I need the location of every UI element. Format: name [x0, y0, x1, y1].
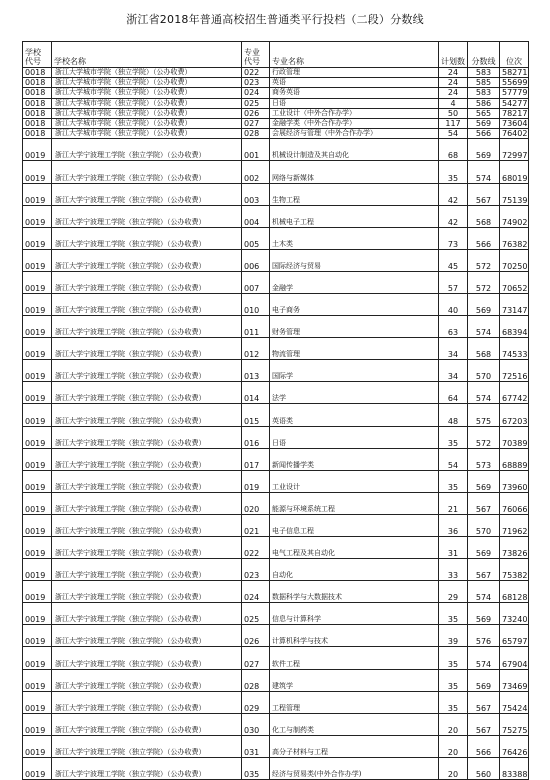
score-cell: 575 — [468, 404, 500, 426]
major-name-cell: 工业设计 — [270, 470, 439, 492]
major-code-cell: 003 — [242, 183, 270, 205]
score-cell: 574 — [468, 647, 500, 669]
score-cell: 565 — [468, 108, 500, 118]
table-row — [23, 249, 529, 271]
rank-cell: 67904 — [500, 647, 529, 669]
school-name-cell: 浙江大学宁波理工学院（独立学院）（公办收费） — [52, 625, 242, 647]
major-name-cell: 新闻传播学类 — [270, 448, 439, 470]
school-name-cell: 浙江大学宁波理工学院（独立学院）（公办收费） — [52, 470, 242, 492]
score-cell: 574 — [468, 161, 500, 183]
score-cell: 567 — [468, 183, 500, 205]
header-school-name: 学校名称 — [52, 42, 242, 68]
rank-cell: 67203 — [500, 404, 529, 426]
school-code-cell: 0019 — [23, 514, 52, 536]
rank-cell: 71962 — [500, 514, 529, 536]
table-row — [23, 293, 529, 315]
school-name-cell: 浙江大学城市学院（独立学院）（公办收费） — [52, 68, 242, 78]
page-title: 浙江省2018年普通高校招生普通类平行投档（二段）分数线 — [126, 13, 424, 26]
plan-cell: 35 — [439, 426, 468, 448]
school-name-cell: 浙江大学宁波理工学院（独立学院）（公办收费） — [52, 514, 242, 536]
header-score: 分数线 — [468, 42, 500, 68]
school-name-cell: 浙江大学宁波理工学院（独立学院）（公办收费） — [52, 448, 242, 470]
table-row — [23, 647, 529, 669]
school-name-cell: 浙江大学宁波理工学院（独立学院）（公办收费） — [52, 249, 242, 271]
rank-cell: 78217 — [500, 108, 529, 118]
table-row — [23, 129, 529, 139]
school-name-cell: 浙江大学宁波理工学院（独立学院）（公办收费） — [52, 735, 242, 757]
header-rank: 位次 — [500, 42, 529, 68]
school-name-cell: 浙江大学城市学院（独立学院）（公办收费） — [52, 78, 242, 88]
school-name-cell: 浙江大学宁波理工学院（独立学院）（公办收费） — [52, 669, 242, 691]
major-code-cell: 025 — [242, 603, 270, 625]
score-cell: 585 — [468, 78, 500, 88]
school-code-cell: 0018 — [23, 88, 52, 98]
school-code-cell: 0019 — [23, 205, 52, 227]
major-code-cell: 029 — [242, 691, 270, 713]
table-row — [23, 581, 529, 603]
school-code-cell: 0019 — [23, 183, 52, 205]
rank-cell: 72516 — [500, 360, 529, 382]
school-code-cell: 0019 — [23, 713, 52, 735]
plan-cell: 63 — [439, 316, 468, 338]
school-name-cell: 浙江大学城市学院（独立学院）（公办收费） — [52, 108, 242, 118]
rank-cell: 72997 — [500, 139, 529, 161]
major-name-cell: 能源与环境系统工程 — [270, 492, 439, 514]
school-code-cell: 0019 — [23, 338, 52, 360]
plan-cell: 24 — [439, 88, 468, 98]
major-code-cell: 007 — [242, 271, 270, 293]
rank-cell: 76066 — [500, 492, 529, 514]
major-code-cell: 017 — [242, 448, 270, 470]
score-cell: 569 — [468, 293, 500, 315]
plan-cell: 57 — [439, 271, 468, 293]
plan-cell: 29 — [439, 581, 468, 603]
plan-cell: 20 — [439, 757, 468, 779]
school-code-cell: 0019 — [23, 161, 52, 183]
plan-cell: 24 — [439, 78, 468, 88]
score-cell: 567 — [468, 559, 500, 581]
plan-cell: 45 — [439, 249, 468, 271]
table-row — [23, 404, 529, 426]
major-name-cell: 网络与新媒体 — [270, 161, 439, 183]
plan-cell: 64 — [439, 382, 468, 404]
major-name-cell: 工程管理 — [270, 691, 439, 713]
rank-cell: 70389 — [500, 426, 529, 448]
school-name-cell: 浙江大学宁波理工学院（独立学院）（公办收费） — [52, 183, 242, 205]
school-code-cell: 0018 — [23, 78, 52, 88]
header-major-code: 专业 代号 — [242, 42, 270, 68]
rank-cell: 73960 — [500, 470, 529, 492]
table-row — [23, 98, 529, 108]
rank-cell: 68019 — [500, 161, 529, 183]
plan-cell: 54 — [439, 448, 468, 470]
rank-cell: 75424 — [500, 691, 529, 713]
major-name-cell: 国际学 — [270, 360, 439, 382]
school-code-cell: 0019 — [23, 625, 52, 647]
header-plan: 计划数 — [439, 42, 468, 68]
school-name-cell: 浙江大学城市学院（独立学院）（公办收费） — [52, 98, 242, 108]
score-cell: 576 — [468, 625, 500, 647]
major-name-cell: 自动化 — [270, 559, 439, 581]
table-header-row — [23, 42, 529, 68]
rank-cell: 58271 — [500, 68, 529, 78]
major-code-cell: 015 — [242, 404, 270, 426]
plan-cell: 36 — [439, 514, 468, 536]
table-row — [23, 426, 529, 448]
major-name-cell: 软件工程 — [270, 647, 439, 669]
major-code-cell: 025 — [242, 98, 270, 108]
major-code-cell: 010 — [242, 293, 270, 315]
school-code-cell: 0019 — [23, 316, 52, 338]
plan-cell: 117 — [439, 118, 468, 128]
plan-cell: 42 — [439, 205, 468, 227]
school-code-cell: 0019 — [23, 448, 52, 470]
score-cell: 569 — [468, 669, 500, 691]
plan-cell: 40 — [439, 293, 468, 315]
rank-cell: 55699 — [500, 78, 529, 88]
major-code-cell: 014 — [242, 382, 270, 404]
major-code-cell: 024 — [242, 88, 270, 98]
table-row — [23, 316, 529, 338]
major-code-cell: 002 — [242, 161, 270, 183]
major-code-cell: 004 — [242, 205, 270, 227]
major-code-cell: 031 — [242, 735, 270, 757]
major-code-cell: 001 — [242, 139, 270, 161]
table-row — [23, 559, 529, 581]
major-code-cell: 027 — [242, 647, 270, 669]
major-code-cell: 019 — [242, 470, 270, 492]
major-code-cell: 021 — [242, 514, 270, 536]
school-code-cell: 0019 — [23, 470, 52, 492]
school-code-cell: 0019 — [23, 293, 52, 315]
table-row — [23, 603, 529, 625]
plan-cell: 31 — [439, 537, 468, 559]
school-code-cell: 0019 — [23, 492, 52, 514]
school-name-cell: 浙江大学宁波理工学院（独立学院）（公办收费） — [52, 603, 242, 625]
school-name-cell: 浙江大学宁波理工学院（独立学院）（公办收费） — [52, 271, 242, 293]
school-name-cell: 浙江大学宁波理工学院（独立学院）（公办收费） — [52, 139, 242, 161]
table-row — [23, 108, 529, 118]
rank-cell: 73469 — [500, 669, 529, 691]
school-name-cell: 浙江大学宁波理工学院（独立学院）（公办收费） — [52, 360, 242, 382]
school-name-cell: 浙江大学宁波理工学院（独立学院）（公办收费） — [52, 338, 242, 360]
school-code-cell: 0018 — [23, 108, 52, 118]
rank-cell: 70250 — [500, 249, 529, 271]
plan-cell: 21 — [439, 492, 468, 514]
plan-cell: 50 — [439, 108, 468, 118]
table-row — [23, 68, 529, 78]
major-code-cell: 023 — [242, 559, 270, 581]
major-name-cell: 机械电子工程 — [270, 205, 439, 227]
rank-cell: 75139 — [500, 183, 529, 205]
header-major-name: 专业名称 — [270, 42, 439, 68]
rank-cell: 76426 — [500, 735, 529, 757]
major-name-cell: 国际经济与贸易 — [270, 249, 439, 271]
major-code-cell: 005 — [242, 227, 270, 249]
table-body — [23, 68, 529, 780]
school-name-cell: 浙江大学宁波理工学院（独立学院）（公办收费） — [52, 581, 242, 603]
table-row — [23, 161, 529, 183]
school-code-cell: 0019 — [23, 271, 52, 293]
score-cell: 569 — [468, 470, 500, 492]
header-school-code: 学校 代号 — [23, 42, 52, 68]
rank-cell: 68889 — [500, 448, 529, 470]
score-cell: 567 — [468, 713, 500, 735]
major-name-cell: 电气工程及其自动化 — [270, 537, 439, 559]
school-name-cell: 浙江大学宁波理工学院（独立学院）（公办收费） — [52, 492, 242, 514]
school-code-cell: 0019 — [23, 360, 52, 382]
school-code-cell: 0019 — [23, 559, 52, 581]
score-cell: 586 — [468, 98, 500, 108]
school-name-cell: 浙江大学宁波理工学院（独立学院）（公办收费） — [52, 161, 242, 183]
plan-cell: 35 — [439, 161, 468, 183]
school-name-cell: 浙江大学宁波理工学院（独立学院）（公办收费） — [52, 426, 242, 448]
table-row — [23, 78, 529, 88]
table-row — [23, 448, 529, 470]
table-row — [23, 735, 529, 757]
plan-cell: 35 — [439, 603, 468, 625]
school-name-cell: 浙江大学城市学院（独立学院）（公办收费） — [52, 88, 242, 98]
rank-cell: 76402 — [500, 129, 529, 139]
major-name-cell: 法学 — [270, 382, 439, 404]
school-code-cell: 0019 — [23, 691, 52, 713]
major-code-cell: 035 — [242, 757, 270, 779]
plan-cell: 48 — [439, 404, 468, 426]
major-name-cell: 电子商务 — [270, 293, 439, 315]
rank-cell: 70652 — [500, 271, 529, 293]
table-row — [23, 537, 529, 559]
score-cell: 560 — [468, 757, 500, 779]
table-row — [23, 227, 529, 249]
plan-cell: 35 — [439, 669, 468, 691]
major-name-cell: 土木类 — [270, 227, 439, 249]
major-code-cell: 023 — [242, 78, 270, 88]
major-name-cell: 日语 — [270, 426, 439, 448]
plan-cell: 34 — [439, 338, 468, 360]
school-code-cell: 0019 — [23, 581, 52, 603]
major-code-cell: 024 — [242, 581, 270, 603]
rank-cell: 75275 — [500, 713, 529, 735]
table-row — [23, 118, 529, 128]
school-name-cell: 浙江大学宁波理工学院（独立学院）（公办收费） — [52, 757, 242, 779]
plan-cell: 20 — [439, 735, 468, 757]
table-row — [23, 691, 529, 713]
score-cell: 569 — [468, 537, 500, 559]
score-cell: 572 — [468, 426, 500, 448]
school-code-cell: 0019 — [23, 382, 52, 404]
school-code-cell: 0019 — [23, 537, 52, 559]
score-cell: 569 — [468, 118, 500, 128]
major-name-cell: 经济与贸易类(中外合作办学) — [270, 757, 439, 779]
major-name-cell: 计算机科学与技术 — [270, 625, 439, 647]
rank-cell: 74902 — [500, 205, 529, 227]
major-name-cell: 生物工程 — [270, 183, 439, 205]
table-row — [23, 492, 529, 514]
table-row — [23, 757, 529, 779]
major-code-cell: 011 — [242, 316, 270, 338]
rank-cell: 54277 — [500, 98, 529, 108]
major-name-cell: 日语 — [270, 98, 439, 108]
school-code-cell: 0019 — [23, 603, 52, 625]
major-code-cell: 026 — [242, 108, 270, 118]
table-row — [23, 360, 529, 382]
major-code-cell: 030 — [242, 713, 270, 735]
school-name-cell: 浙江大学城市学院（独立学院）（公办收费） — [52, 129, 242, 139]
table-row — [23, 669, 529, 691]
school-code-cell: 0018 — [23, 118, 52, 128]
school-name-cell: 浙江大学城市学院（独立学院）（公办收费） — [52, 118, 242, 128]
major-name-cell: 行政管理 — [270, 68, 439, 78]
admission-score-table — [22, 41, 529, 780]
rank-cell: 73826 — [500, 537, 529, 559]
school-code-cell: 0019 — [23, 757, 52, 779]
score-cell: 583 — [468, 68, 500, 78]
major-name-cell: 化工与制药类 — [270, 713, 439, 735]
rank-cell: 83388 — [500, 757, 529, 779]
major-name-cell: 机械设计制造及其自动化 — [270, 139, 439, 161]
school-code-cell: 0019 — [23, 735, 52, 757]
plan-cell: 68 — [439, 139, 468, 161]
score-cell: 574 — [468, 316, 500, 338]
school-name-cell: 浙江大学宁波理工学院（独立学院）（公办收费） — [52, 404, 242, 426]
major-code-cell: 028 — [242, 129, 270, 139]
school-code-cell: 0018 — [23, 129, 52, 139]
rank-cell: 67742 — [500, 382, 529, 404]
plan-cell: 35 — [439, 691, 468, 713]
rank-cell: 65797 — [500, 625, 529, 647]
table-row — [23, 139, 529, 161]
score-cell: 568 — [468, 205, 500, 227]
plan-cell: 35 — [439, 470, 468, 492]
major-name-cell: 英语类 — [270, 404, 439, 426]
major-code-cell: 020 — [242, 492, 270, 514]
major-code-cell: 016 — [242, 426, 270, 448]
score-cell: 570 — [468, 360, 500, 382]
major-name-cell: 建筑学 — [270, 669, 439, 691]
rank-cell: 75382 — [500, 559, 529, 581]
school-code-cell: 0019 — [23, 426, 52, 448]
school-code-cell: 0019 — [23, 227, 52, 249]
school-code-cell: 0019 — [23, 249, 52, 271]
major-code-cell: 027 — [242, 118, 270, 128]
major-name-cell: 会展经济与管理（中外合作办学） — [270, 129, 439, 139]
plan-cell: 54 — [439, 129, 468, 139]
table-row — [23, 470, 529, 492]
table-row — [23, 382, 529, 404]
score-cell: 570 — [468, 514, 500, 536]
score-cell: 574 — [468, 581, 500, 603]
table-row — [23, 713, 529, 735]
major-code-cell: 022 — [242, 537, 270, 559]
rank-cell: 74533 — [500, 338, 529, 360]
table-row — [23, 625, 529, 647]
school-code-cell: 0018 — [23, 98, 52, 108]
rank-cell: 73604 — [500, 118, 529, 128]
table-row — [23, 271, 529, 293]
school-code-cell: 0019 — [23, 139, 52, 161]
major-name-cell: 数据科学与大数据技术 — [270, 581, 439, 603]
school-name-cell: 浙江大学宁波理工学院（独立学院）（公办收费） — [52, 205, 242, 227]
school-code-cell: 0019 — [23, 404, 52, 426]
major-code-cell: 013 — [242, 360, 270, 382]
major-name-cell: 英语 — [270, 78, 439, 88]
table-row — [23, 514, 529, 536]
table-row — [23, 183, 529, 205]
plan-cell: 24 — [439, 68, 468, 78]
rank-cell: 73240 — [500, 603, 529, 625]
school-name-cell: 浙江大学宁波理工学院（独立学院）（公办收费） — [52, 647, 242, 669]
major-code-cell: 012 — [242, 338, 270, 360]
major-name-cell: 商务英语 — [270, 88, 439, 98]
school-name-cell: 浙江大学宁波理工学院（独立学院）（公办收费） — [52, 227, 242, 249]
plan-cell: 20 — [439, 713, 468, 735]
school-code-cell: 0019 — [23, 647, 52, 669]
score-cell: 567 — [468, 691, 500, 713]
plan-cell: 73 — [439, 227, 468, 249]
score-cell: 567 — [468, 492, 500, 514]
school-code-cell: 0018 — [23, 68, 52, 78]
score-cell: 566 — [468, 129, 500, 139]
table-row — [23, 338, 529, 360]
plan-cell: 35 — [439, 647, 468, 669]
school-name-cell: 浙江大学宁波理工学院（独立学院）（公办收费） — [52, 382, 242, 404]
rank-cell: 76382 — [500, 227, 529, 249]
score-cell: 583 — [468, 88, 500, 98]
school-name-cell: 浙江大学宁波理工学院（独立学院）（公办收费） — [52, 691, 242, 713]
school-name-cell: 浙江大学宁波理工学院（独立学院）（公办收费） — [52, 293, 242, 315]
score-cell: 574 — [468, 382, 500, 404]
major-code-cell: 006 — [242, 249, 270, 271]
school-name-cell: 浙江大学宁波理工学院（独立学院）（公办收费） — [52, 713, 242, 735]
plan-cell: 42 — [439, 183, 468, 205]
major-name-cell: 物流管理 — [270, 338, 439, 360]
score-cell: 569 — [468, 139, 500, 161]
score-cell: 572 — [468, 271, 500, 293]
score-cell: 566 — [468, 227, 500, 249]
major-code-cell: 022 — [242, 68, 270, 78]
rank-cell: 68128 — [500, 581, 529, 603]
major-name-cell: 信息与计算科学 — [270, 603, 439, 625]
rank-cell: 73147 — [500, 293, 529, 315]
table-row — [23, 88, 529, 98]
score-cell: 566 — [468, 735, 500, 757]
plan-cell: 34 — [439, 360, 468, 382]
table-row — [23, 205, 529, 227]
plan-cell: 33 — [439, 559, 468, 581]
score-cell: 573 — [468, 448, 500, 470]
major-name-cell: 财务管理 — [270, 316, 439, 338]
school-name-cell: 浙江大学宁波理工学院（独立学院）（公办收费） — [52, 316, 242, 338]
score-cell: 569 — [468, 603, 500, 625]
major-code-cell: 026 — [242, 625, 270, 647]
major-name-cell: 金融学 — [270, 271, 439, 293]
major-name-cell: 工业设计（中外合作办学） — [270, 108, 439, 118]
plan-cell: 39 — [439, 625, 468, 647]
major-name-cell: 高分子材料与工程 — [270, 735, 439, 757]
school-code-cell: 0019 — [23, 669, 52, 691]
school-name-cell: 浙江大学宁波理工学院（独立学院）（公办收费） — [52, 537, 242, 559]
school-name-cell: 浙江大学宁波理工学院（独立学院）（公办收费） — [52, 559, 242, 581]
major-name-cell: 电子信息工程 — [270, 514, 439, 536]
score-cell: 572 — [468, 249, 500, 271]
score-cell: 568 — [468, 338, 500, 360]
major-code-cell: 028 — [242, 669, 270, 691]
rank-cell: 57779 — [500, 88, 529, 98]
plan-cell: 4 — [439, 98, 468, 108]
rank-cell: 68394 — [500, 316, 529, 338]
major-name-cell: 金融学类（中外合作办学） — [270, 118, 439, 128]
